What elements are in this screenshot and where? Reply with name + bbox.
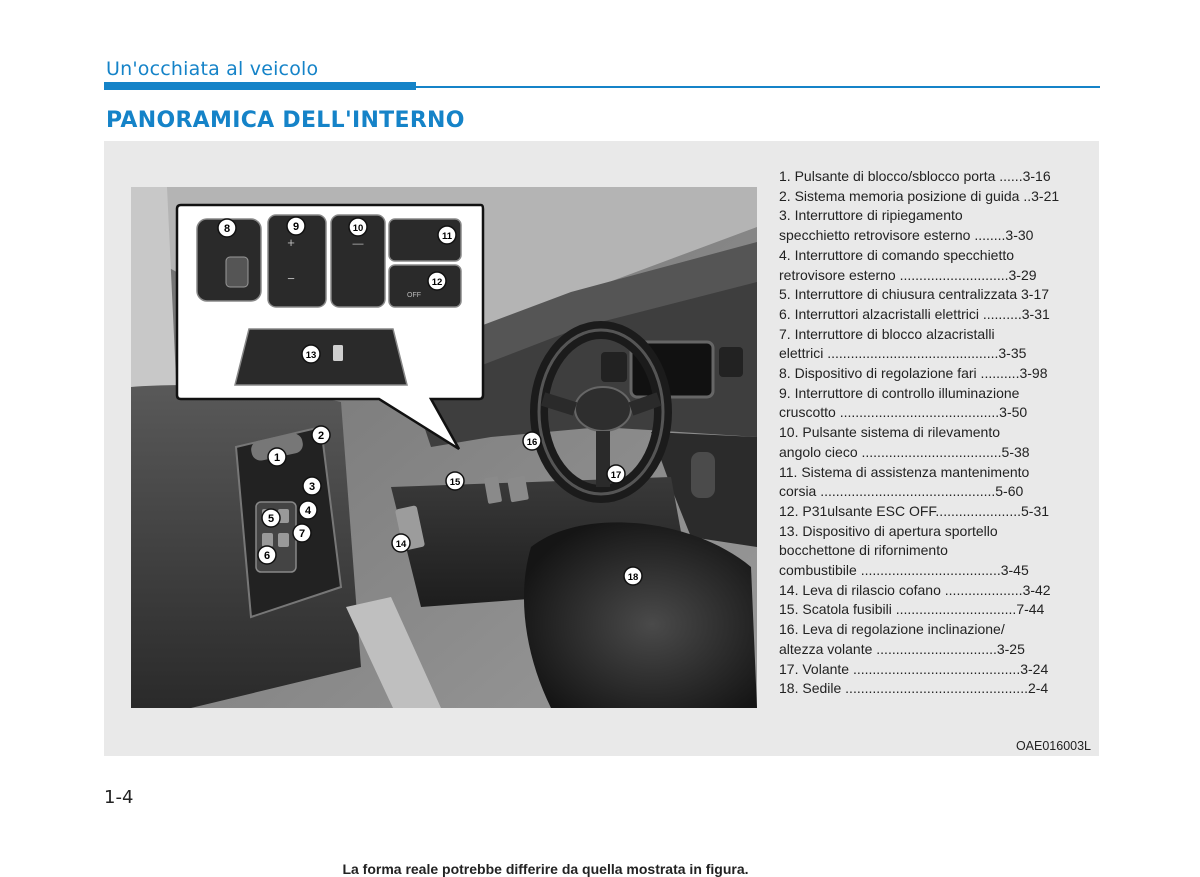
list-item: 2. Sistema memoria posizione di guida ..3-21: [779, 187, 1060, 204]
vent-right: [719, 347, 743, 377]
fuel-door-switch: [235, 329, 407, 385]
list-item: 1. Pulsante di blocco/sblocco porta ......3-16: [779, 168, 1051, 184]
list-item: 3. Interruttore di ripiegamento specchietto retrovisore esterno ........3-30: [779, 207, 1034, 244]
callout-5: 5: [267, 513, 275, 525]
list-item: 5. Interruttore di chiusura centralizzata 3-17: [779, 286, 1050, 303]
list-item: 11. Sistema di assistenza mantenimento corsia .............................................5-60: [779, 463, 1030, 500]
figure-code: OAE016003L: [1015, 739, 1091, 753]
interior-illustration: [131, 187, 757, 708]
page-number: 1-4: [104, 787, 134, 808]
list-item: 18. Sedile ...............................................2-4: [779, 680, 1049, 697]
list-item: 14. Leva di rilascio cofano ....................3-42: [779, 581, 1051, 598]
callout-1: 1: [273, 452, 281, 464]
callout-3: 3: [308, 481, 316, 493]
esc-off-button: [389, 265, 461, 307]
vent-left: [601, 352, 627, 382]
list-item: 6. Interruttori alzacristalli elettrici ..........3-31: [779, 305, 1050, 322]
list-item: 10. Pulsante sistema di rilevamento angolo cieco ....................................5-38: [779, 424, 1030, 460]
gear-selector: [691, 452, 715, 498]
callout-16: 16: [526, 437, 538, 448]
callout-7: 7: [298, 528, 306, 540]
leveling-dial: [226, 257, 248, 287]
callout-8: 8: [223, 223, 231, 235]
parts-list: [779, 167, 1094, 699]
seat-cushion: [524, 522, 757, 708]
fuel-pump-icon: [333, 345, 343, 361]
callout-14: 14: [395, 539, 407, 550]
section-header: Un'occhiata al veicolo: [106, 58, 319, 80]
callout-9: 9: [292, 221, 300, 233]
list-item: 12. P31ulsante ESC OFF......................5-31: [779, 502, 1050, 519]
list-item: 16. Leva di regolazione inclinazione/ altezza volante ...............................3-25: [779, 621, 1025, 657]
callout-6: 6: [263, 550, 271, 562]
callout-13: 13: [305, 350, 317, 361]
list-item: 9. Interruttore di controllo illuminazione cruscotto .........................................3-50: [779, 384, 1028, 421]
figure-caption: La forma reale potrebbe differire da quella mostrata in figura.: [342, 861, 749, 877]
list-item: 13. Dispositivo di apertura sportello bocchettone di rifornimento combustibile ....................................3-45: [779, 522, 1029, 579]
callout-15: 15: [449, 477, 461, 488]
page-title: PANORAMICA DELL'INTERNO: [106, 108, 465, 133]
bsd-dash: —: [352, 238, 364, 250]
section-rule-thick: [104, 82, 416, 90]
list-item: 7. Interruttore di blocco alzacristalli elettrici ............................................3-35: [779, 325, 1027, 362]
callout-17: 17: [610, 470, 622, 481]
section-rule-thin: [416, 86, 1100, 88]
callout-4: 4: [304, 505, 312, 517]
callout-12: 12: [431, 277, 443, 288]
callout-10: 10: [352, 223, 364, 234]
illumination-plus: +: [287, 235, 295, 250]
callout-2: 2: [317, 430, 325, 442]
list-item: 17. Volante ...........................................3-24: [779, 660, 1049, 677]
list-item: 8. Dispositivo di regolazione fari ..........3-98: [779, 365, 1048, 382]
list-item: 15. Scatola fusibili ...............................7-44: [779, 601, 1045, 618]
esc-off-label: OFF: [407, 292, 421, 299]
illumination-minus: −: [287, 271, 295, 286]
callout-11: 11: [441, 231, 453, 242]
list-item: 4. Interruttore di comando specchietto retrovisore esterno ............................3-29: [779, 246, 1037, 283]
callout-18: 18: [627, 572, 639, 583]
